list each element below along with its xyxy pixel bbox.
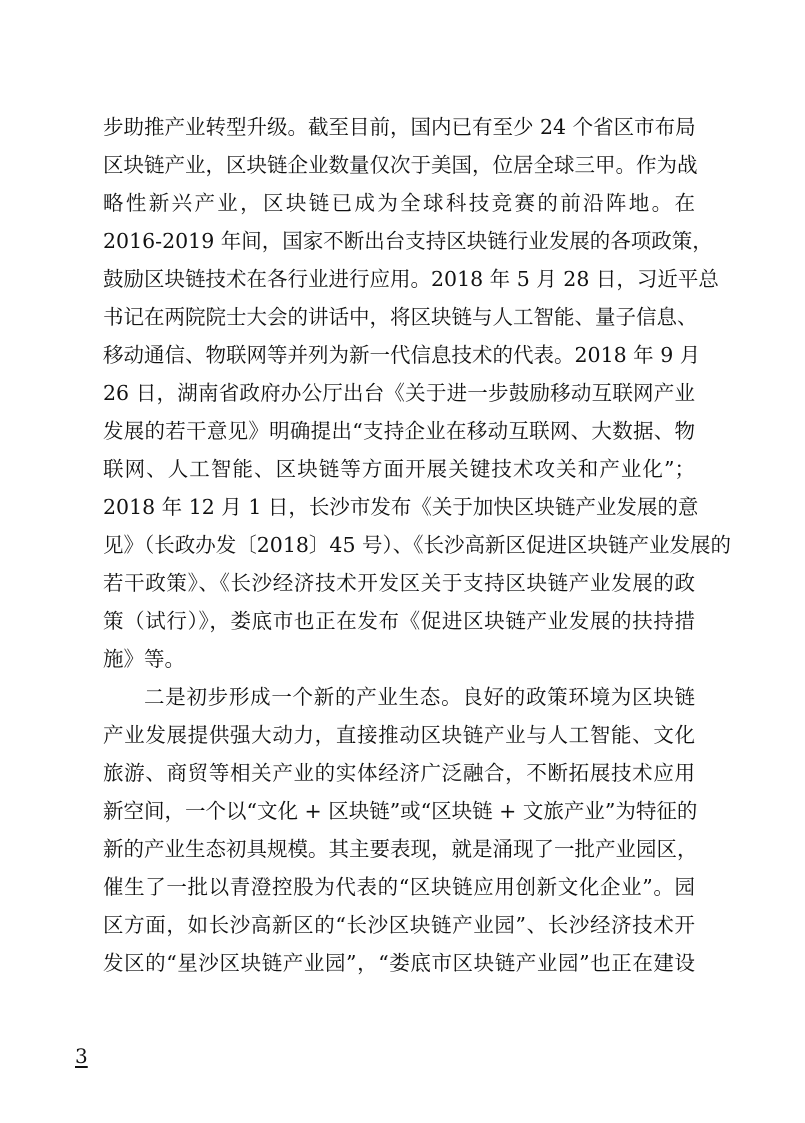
text-line: 发展的若干意见》明确提出“支持企业在移动互联网、大数据、物 bbox=[103, 419, 695, 443]
text-line: 新空间，一个以“文化 + 区块链”或“区块链 + 文旅产业”为特征的 bbox=[103, 799, 698, 823]
text-line: 若干政策》、《长沙经济技术开发区关于支持区块链产业发展的政 bbox=[103, 571, 695, 595]
text-line: 26 日，湖南省政府办公厅出台《关于进一步鼓励移动互联网产业 bbox=[103, 381, 695, 405]
text-line: 旅游、商贸等相关产业的实体经济广泛融合，不断拓展技术应用 bbox=[103, 761, 695, 785]
text-line: 策（试行）》，娄底市也正在发布《促进区块链产业发展的扶持措 bbox=[103, 609, 695, 633]
text-line: 施》等。 bbox=[103, 647, 185, 671]
text-line: 书记在两院院士大会的讲话中，将区块链与人工智能、量子信息、 bbox=[103, 305, 698, 329]
text-line: 催生了一批以青澄控股为代表的“区块链应用创新文化企业”。园 bbox=[103, 875, 695, 899]
text-line: 新的产业生态初具规模。其主要表现，就是涌现了一批产业园区， bbox=[103, 837, 698, 861]
text-line: 2018 年 12 月 1 日，长沙市发布《关于加快区块链产业发展的意 bbox=[103, 495, 699, 519]
text-line: 联网、人工智能、区块链等方面开展关键技术攻关和产业化”； bbox=[103, 457, 695, 481]
text-line: 区方面，如长沙高新区的“长沙区块链产业园”、长沙经济技术开 bbox=[103, 913, 695, 937]
text-line: 移动通信、物联网等并列为新一代信息技术的代表。2018 年 9 月 bbox=[103, 343, 701, 367]
text-line: 产业发展提供强大动力，直接推动区块链产业与人工智能、文化 bbox=[103, 723, 695, 747]
text-line: 见》（长政办发〔2018〕45 号）、《长沙高新区促进区块链产业发展的 bbox=[103, 533, 732, 557]
paragraph-opening-line: 二是初步形成一个新的产业生态。良好的政策环境为区块链 bbox=[144, 685, 695, 709]
text-line: 略性新兴产业，区块链已成为全球科技竞赛的前沿阵地。在 bbox=[103, 191, 695, 215]
text-line: 发区的“星沙区块链产业园”，“娄底市区块链产业园”也正在建设 bbox=[103, 951, 695, 975]
text-line: 步助推产业转型升级。截至目前，国内已有至少 24 个省区市布局 bbox=[103, 115, 696, 139]
text-line: 2016-2019 年间，国家不断出台支持区块链行业发展的各项政策， bbox=[103, 229, 713, 253]
text-line: 鼓励区块链技术在各行业进行应用。2018 年 5 月 28 日，习近平总 bbox=[103, 267, 719, 291]
page-number: 3 bbox=[75, 1044, 88, 1068]
text-line: 区块链产业，区块链企业数量仅次于美国，位居全球三甲。作为战 bbox=[103, 153, 698, 177]
